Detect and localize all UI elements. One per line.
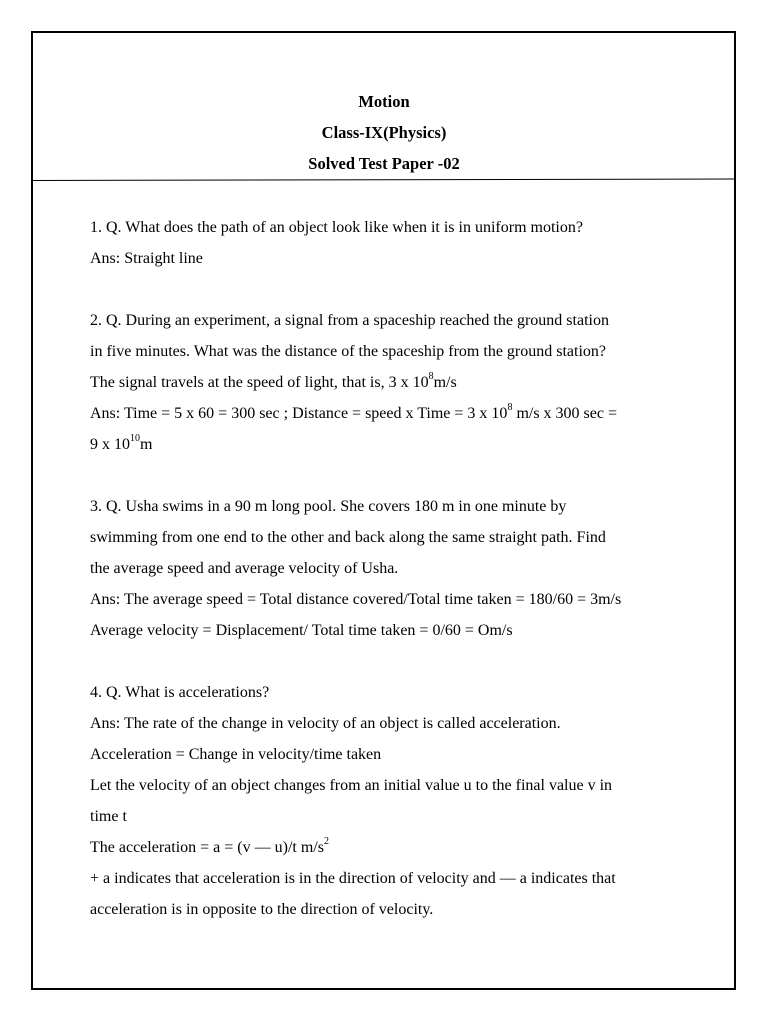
q4-formula-text: The acceleration = a = (v — u)/t m/s xyxy=(90,839,324,856)
spacer xyxy=(90,274,690,305)
q2-answer-line-1 xyxy=(90,398,690,429)
document-title: Motion xyxy=(358,92,410,111)
q4-question: 4. Q. What is accelerations? xyxy=(90,684,270,701)
q3-question-line-2: swimming from one end to the other and back along the same straight path. Find xyxy=(90,529,606,546)
q4-formula-exponent: 2 xyxy=(323,835,329,847)
q2-line3-text: The signal travels at the speed of light, that is, 3 x 10 xyxy=(90,374,429,391)
q2-line3-exponent: 8 xyxy=(428,370,434,382)
q2-result-exponent: 10 xyxy=(130,432,140,444)
q2-answer-line-2 xyxy=(90,429,690,460)
q4-answer-line-3: Let the velocity of an object changes from an initial value u to the final value v in xyxy=(90,777,613,794)
q2-answer-exponent: 8 xyxy=(507,401,513,413)
q4-note-line-1: + a indicates that acceleration is in the direction of velocity and — a indicates that xyxy=(90,870,616,887)
q4-answer-line-2: Acceleration = Change in velocity/time taken xyxy=(90,746,382,763)
q4-note-line-2: acceleration is in opposite to the direction of velocity. xyxy=(90,901,434,918)
q2-question-line-1: 2. Q. During an experiment, a signal from a spaceship reached the ground station xyxy=(90,312,609,329)
q2-question-line-2: in five minutes. What was the distance of the spaceship from the ground station? xyxy=(90,343,607,360)
q2-result-unit: m xyxy=(140,436,153,453)
q1-question: 1. Q. What does the path of an object look like when it is in uniform motion? xyxy=(90,219,583,236)
q4-answer-line-1: Ans: The rate of the change in velocity of an object is called acceleration. xyxy=(90,715,561,732)
q3-question-line-1: 3. Q. Usha swims in a 90 m long pool. She covers 180 m in one minute by xyxy=(90,498,567,515)
q2-line3-unit: m/s xyxy=(433,374,457,391)
q3-answer-line-1: Ans: The average speed = Total distance covered/Total time taken = 180/60 = 3m/s xyxy=(90,591,622,608)
q2-result-text: 9 x 10 xyxy=(90,436,130,453)
spacer xyxy=(90,646,690,677)
q2-answer-text: Ans: Time = 5 x 60 = 300 sec ; Distance = speed x Time = 3 x 10 xyxy=(90,405,508,422)
paper-subtitle: Solved Test Paper -02 xyxy=(308,154,460,173)
q3-answer-line-2: Average velocity = Displacement/ Total time taken = 0/60 = Om/s xyxy=(90,622,513,639)
document-header xyxy=(0,86,768,179)
document-body xyxy=(90,212,690,925)
q4-answer-line-4: time t xyxy=(90,808,127,825)
q3-question-line-3: the average speed and average velocity of Usha. xyxy=(90,560,399,577)
spacer xyxy=(90,460,690,491)
class-subtitle: Class-IX(Physics) xyxy=(321,123,447,142)
q2-question-line-3 xyxy=(90,367,690,398)
q4-formula xyxy=(90,832,690,863)
q2-answer-tail: m/s x 300 sec = xyxy=(512,405,618,422)
q1-answer: Ans: Straight line xyxy=(90,250,203,267)
